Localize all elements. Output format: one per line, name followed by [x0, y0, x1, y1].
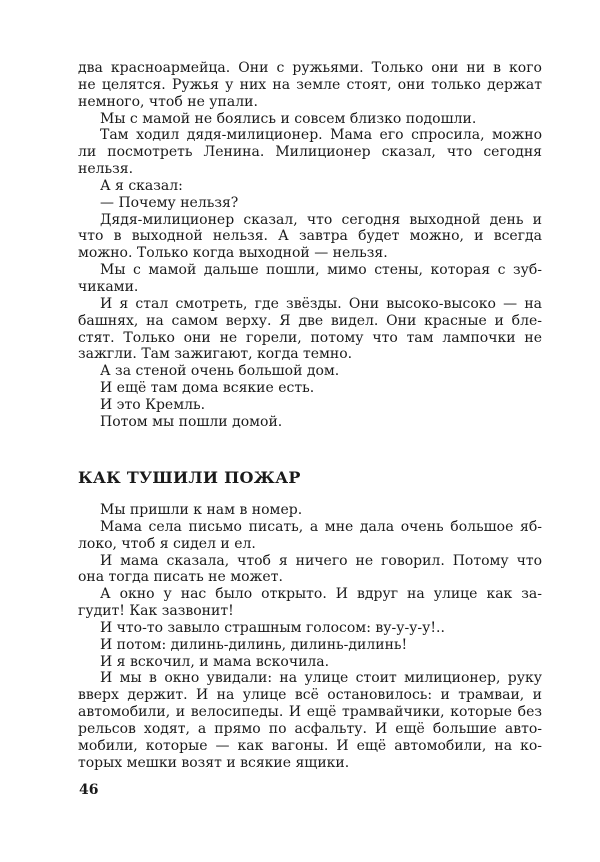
text-line: башнях, на самом верху. Я две видел. Они красные и бле- — [78, 312, 542, 329]
paragraph — [78, 414, 542, 431]
paragraph — [78, 195, 542, 212]
paragraph — [78, 586, 542, 620]
paragraph — [78, 519, 542, 553]
text-line: она тогда писать не может. — [78, 569, 283, 586]
text-line: И это Кремль. — [100, 396, 206, 413]
text-line: что в выходной нельзя. А завтра будет можно, и всегда — [78, 228, 542, 245]
paragraph — [78, 670, 542, 771]
paragraph — [78, 654, 542, 671]
text-line: немного, чтоб не упали. — [78, 93, 258, 110]
text-line: И мы в окно увидали: на улице стоит милиционер, руку — [100, 670, 542, 687]
text-line: Дядя-милиционер сказал, что сегодня выходной день и — [100, 211, 542, 228]
page-number: 46 — [79, 782, 99, 798]
text-line: мобили, которые — как вагоны. И ещё автомобили, на ко- — [78, 737, 542, 754]
text-line: стят. Только они не горели, потому что там лампочки не — [78, 329, 542, 346]
text-line: гудит! Как зазвонит! — [78, 603, 234, 620]
text-line: Мы с мамой не боялись и совсем близко подошли. — [100, 110, 477, 127]
text-line: зажгли. Там зажигают, когда темно. — [78, 346, 353, 363]
paragraph — [78, 127, 542, 178]
text-line: И я стал смотреть, где звёзды. Они высоко-высоко — на — [100, 295, 542, 312]
text-line: И ещё там дома всякие есть. — [100, 380, 315, 397]
text-line: Мы с мамой дальше пошли, мимо стены, которая с зуб- — [100, 262, 542, 279]
text-line: И что-то завыло страшным голосом: ву-у-у-у!.. — [100, 619, 445, 636]
paragraph — [78, 262, 542, 296]
text-line: Мы пришли к нам в номер. — [100, 502, 303, 518]
paragraph — [78, 296, 542, 363]
text-line: Там ходил дядя-милиционер. Мама его спросила, можно — [100, 127, 542, 144]
text-line: нельзя. — [78, 161, 134, 178]
text-line: А окно у нас было открыто. И вдруг на улице как за- — [100, 586, 542, 603]
text-line: можно. Только когда выходной — нельзя. — [78, 245, 388, 262]
paragraph — [78, 637, 542, 654]
paragraph — [78, 363, 542, 380]
text-section-1 — [78, 60, 542, 431]
text-line: локо, чтоб я сидел и ел. — [78, 535, 256, 552]
text-line: А за стеной очень большой дом. — [100, 363, 340, 380]
text-section-2 — [78, 502, 542, 772]
paragraph — [78, 502, 542, 519]
text-line: вверх держит. И на улице всё остановилось: и трамваи, и — [78, 687, 542, 704]
text-line: чиками. — [78, 278, 139, 295]
text-line: ли посмотреть Ленина. Милиционер сказал, что сегодня — [78, 144, 542, 161]
text-line: не целятся. Ружья у них на земле стоят, они только держат — [78, 76, 542, 93]
paragraph — [78, 111, 542, 128]
text-line: — Почему нельзя? — [100, 194, 239, 211]
paragraph — [78, 212, 542, 263]
text-line: торых мешки возят и всякие ящики. — [78, 754, 350, 771]
text-line: И мама сказала, чтоб я ничего не говорил. Потому что — [100, 552, 542, 569]
text-line: Потом мы пошли домой. — [100, 413, 283, 430]
paragraph — [78, 178, 542, 195]
paragraph — [78, 620, 542, 637]
text-line: И я вскочил, и мама вскочила. — [100, 653, 330, 670]
text-line: А я сказал: — [100, 177, 183, 194]
text-line: автомобили, и велосипеды. И ещё трамвайчики, которые без — [78, 704, 542, 721]
text-line: И потом: дилинь-дилинь, дилинь-дилинь! — [100, 636, 408, 653]
paragraph — [78, 380, 542, 397]
paragraph — [78, 553, 542, 587]
text-line: рельсов ходят, а прямо по асфальту. И ещё большие авто- — [78, 720, 542, 737]
paragraph — [78, 60, 542, 111]
paragraph — [78, 397, 542, 414]
chapter-title: КАК ТУШИЛИ ПОЖАР — [78, 468, 301, 487]
text-line: два красноармейца. Они с ружьями. Только они ни в кого — [78, 60, 542, 76]
text-line: Мама села письмо писать, а мне дала очень большое яб- — [100, 518, 542, 535]
